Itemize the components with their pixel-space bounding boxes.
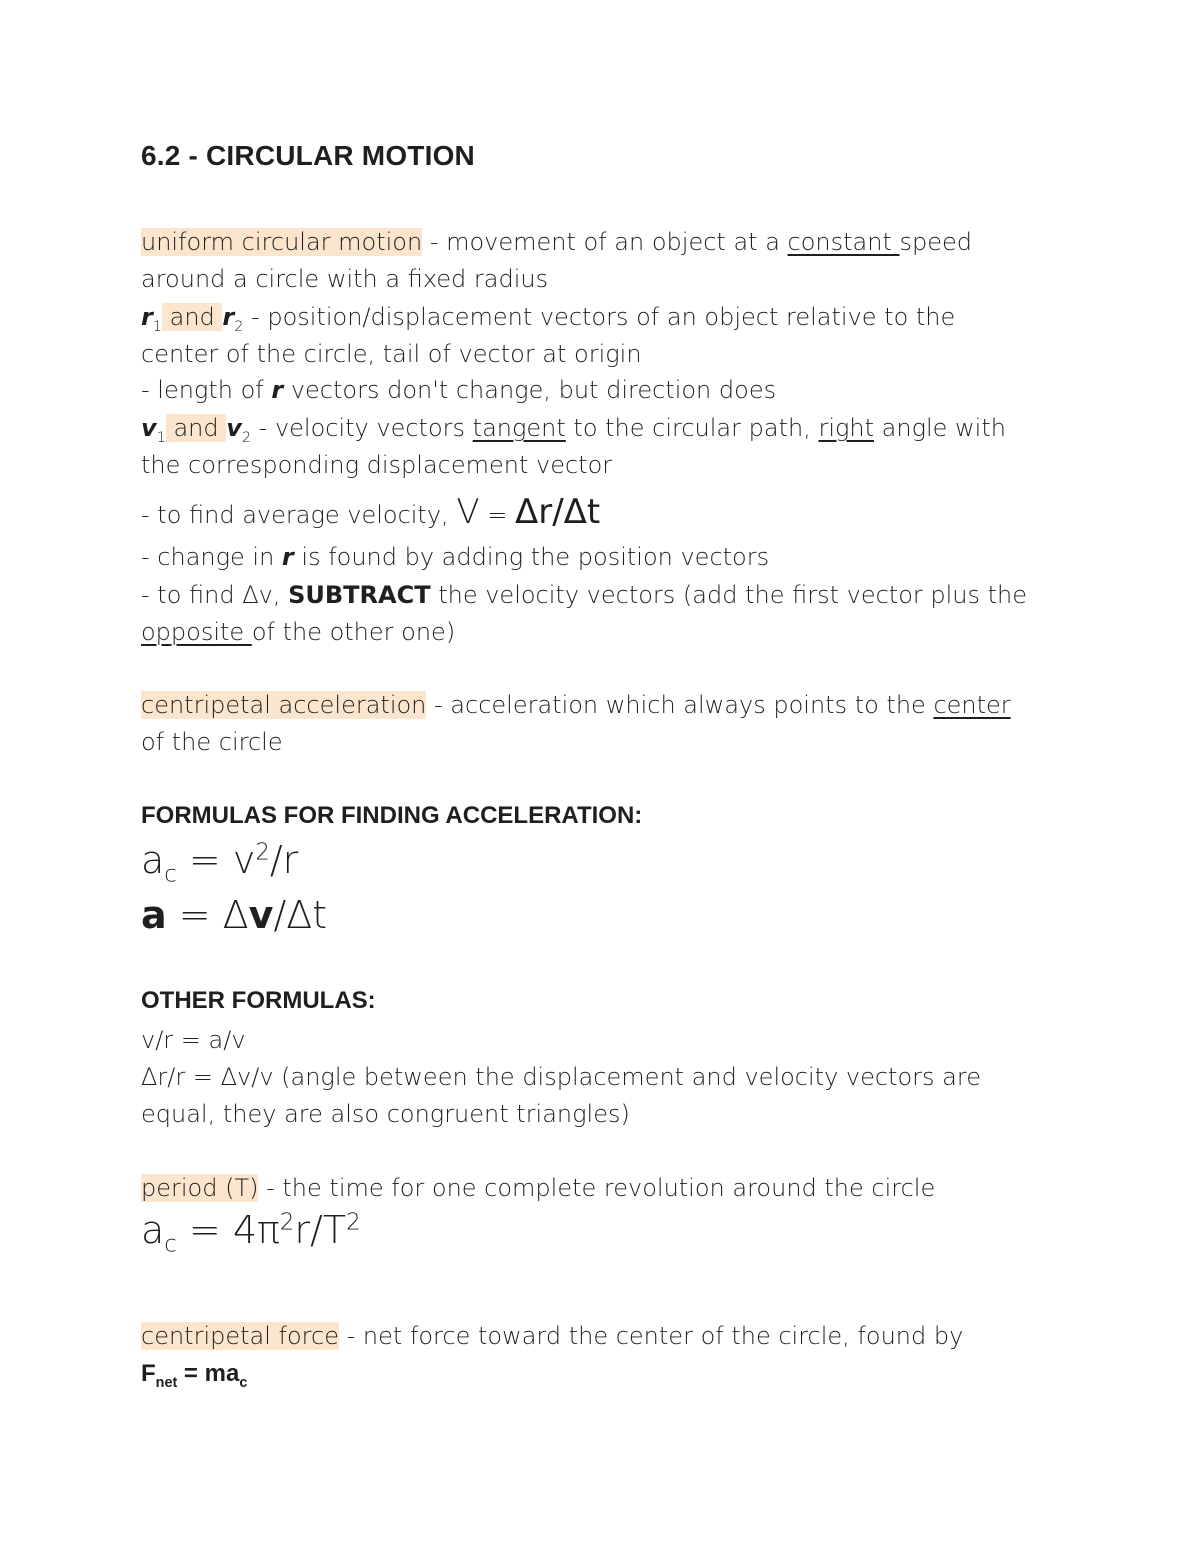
v-vectors-line2: the corresponding displacement vector — [141, 451, 613, 479]
delta-v-line1: - to find Δv, SUBTRACT the velocity vectors (add the first vector plus the — [141, 581, 1028, 609]
term-uniform-circular-motion: uniform circular motion — [141, 228, 423, 256]
r-vectors-line1: $r_1$ and $r_2$ - position/displacement vectors of an object relative to the — [141, 303, 956, 335]
v-vectors-line1: $v_1$ and $v_2$ - velocity vectors tangent to the circular path, right angle with — [141, 414, 1006, 446]
formula-centripetal-acc: $a_c = v^2/r$ — [141, 838, 299, 888]
ucm-definition-line1: uniform circular motion - movement of an object at a constant speed — [141, 228, 973, 256]
other-formula-2: Δr/r = Δv/v (angle between the displacement and velocity vectors are — [141, 1063, 981, 1091]
ucm-definition-line2: around a circle with a fixed radius — [141, 265, 549, 293]
avg-velocity-formula: Δr/Δt — [514, 492, 601, 532]
other-formula-1: v/r = a/v — [141, 1026, 246, 1054]
underlined-opposite: opposite — [141, 618, 252, 646]
formula-acceleration: a = Δv/Δt — [141, 893, 328, 937]
other-formula-2-cont: equal, they are also congruent triangles) — [141, 1100, 630, 1128]
delta-v-line2: opposite of the other one) — [141, 618, 456, 646]
formula-fnet: $F_{net} = ma_c$ — [141, 1360, 248, 1391]
period-line: period (T) - the time for one complete revolution around the circle — [141, 1174, 936, 1202]
centripetal-acc-line2: of the circle — [141, 728, 283, 756]
formulas-heading: FORMULAS FOR FINDING ACCELERATION: — [141, 802, 643, 829]
centripetal-acc-line1: centripetal acceleration - acceleration which always points to the center — [141, 691, 1011, 719]
underlined-center: center — [933, 691, 1011, 719]
other-formulas-heading: OTHER FORMULAS: — [141, 987, 376, 1014]
page-title: 6.2 - CIRCULAR MOTION — [141, 140, 475, 171]
underlined-constant: constant — [787, 228, 900, 256]
term-centripetal-acceleration: centripetal acceleration — [141, 691, 427, 719]
centripetal-force-line: centripetal force - net force toward the center of the circle, found by — [141, 1322, 964, 1350]
r-vectors-line2: center of the circle, tail of vector at origin — [141, 340, 642, 368]
underlined-right: right — [818, 414, 875, 442]
term-period: period (T) — [141, 1174, 259, 1202]
change-r-line: - change in r is found by adding the position vectors — [141, 543, 770, 571]
length-note: - length of r vectors don't change, but direction does — [141, 376, 777, 404]
term-centripetal-force: centripetal force — [141, 1322, 339, 1350]
avg-velocity-line: - to find average velocity, V = Δr/Δt — [141, 492, 601, 532]
formula-period-acc: $a_c = 4\pi^2r/T^2$ — [141, 1208, 361, 1258]
underlined-tangent: tangent — [472, 414, 566, 442]
